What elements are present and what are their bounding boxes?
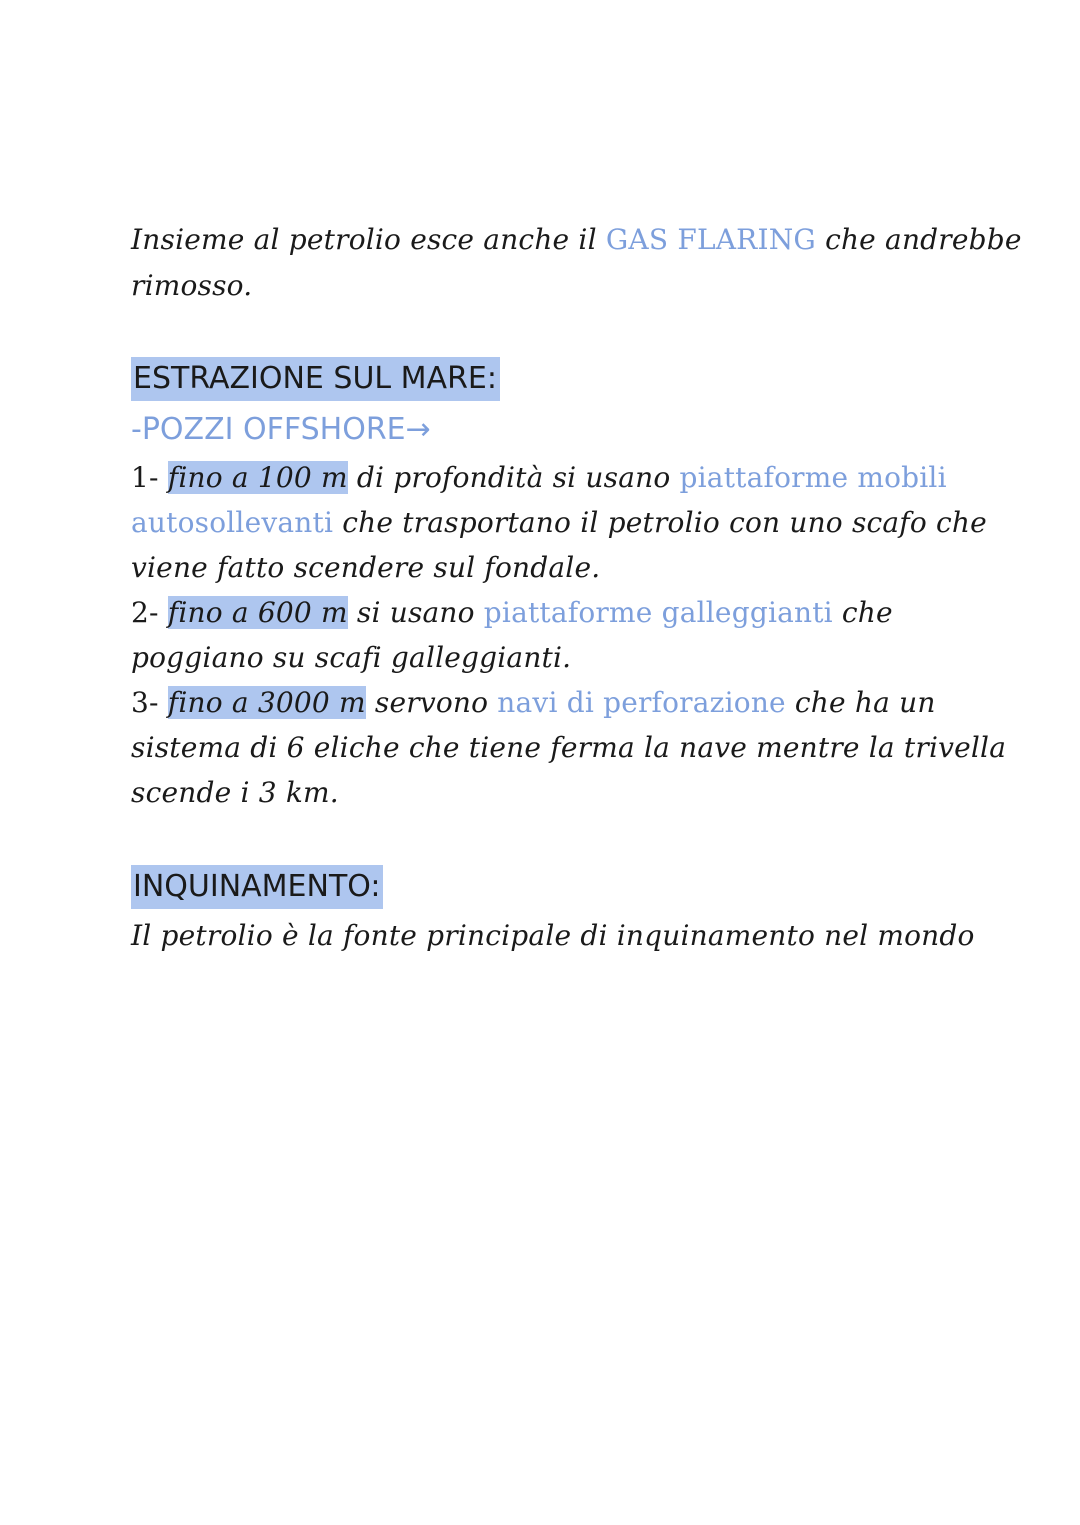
item1-depth-highlight: fino a 100 m <box>167 461 348 494</box>
intro-text-a: Insieme al petrolio esce anche il <box>131 223 606 256</box>
item3-depth-highlight: fino a 3000 m <box>167 686 366 719</box>
gas-flaring-term: GAS FLARING <box>605 223 816 256</box>
item1-text-c: viene fatto scendere sul fondale. <box>131 551 601 584</box>
section-heading-inquinamento: INQUINAMENTO: <box>131 865 383 909</box>
subheading-pozzi-offshore: -POZZI OFFSHORE→ <box>131 412 431 447</box>
intro-text-b: che andrebbe <box>815 223 1022 256</box>
item3-accent: navi di perforazione <box>497 686 786 719</box>
item1-line-2 <box>131 503 987 543</box>
item1-accent-b: autosollevanti <box>131 506 334 539</box>
item2-line-1 <box>131 593 893 633</box>
item1-number: 1- <box>131 461 168 494</box>
intro-line-1 <box>131 220 1022 260</box>
item2-text-b: che <box>832 596 893 629</box>
intro-text-c: rimosso. <box>131 269 253 302</box>
item3-text-b: che ha un <box>785 686 936 719</box>
item2-accent: piattaforme galleggianti <box>483 596 833 629</box>
item1-accent-a: piattaforme mobili <box>679 461 947 494</box>
item3-text-d: scende i 3 km. <box>131 776 339 809</box>
item3-line-1 <box>131 683 936 723</box>
inquinamento-text-line <box>131 916 975 956</box>
item3-line-3 <box>131 773 339 813</box>
intro-line-2 <box>131 266 252 306</box>
item3-text-a: servono <box>365 686 498 719</box>
item1-line-1 <box>131 458 947 498</box>
item2-text-a: si usano <box>347 596 484 629</box>
item2-line-2 <box>131 638 571 678</box>
item3-line-2 <box>131 728 1006 768</box>
item1-line-3 <box>131 548 600 588</box>
item2-text-c: poggiano su scafi galleggianti. <box>131 641 572 674</box>
item1-text-b: che trasportano il petrolio con uno scafo che <box>333 506 987 539</box>
section-heading-estrazione: ESTRAZIONE SUL MARE: <box>131 357 500 401</box>
item2-number: 2- <box>131 596 168 629</box>
item3-text-c: sistema di 6 eliche che tiene ferma la nave mentre la trivella <box>131 731 1007 764</box>
item1-text-a: di profondità si usano <box>347 461 680 494</box>
inquinamento-text: Il petrolio è la fonte principale di inquinamento nel mondo <box>131 919 975 952</box>
item3-number: 3- <box>131 686 168 719</box>
item2-depth-highlight: fino a 600 m <box>167 596 348 629</box>
